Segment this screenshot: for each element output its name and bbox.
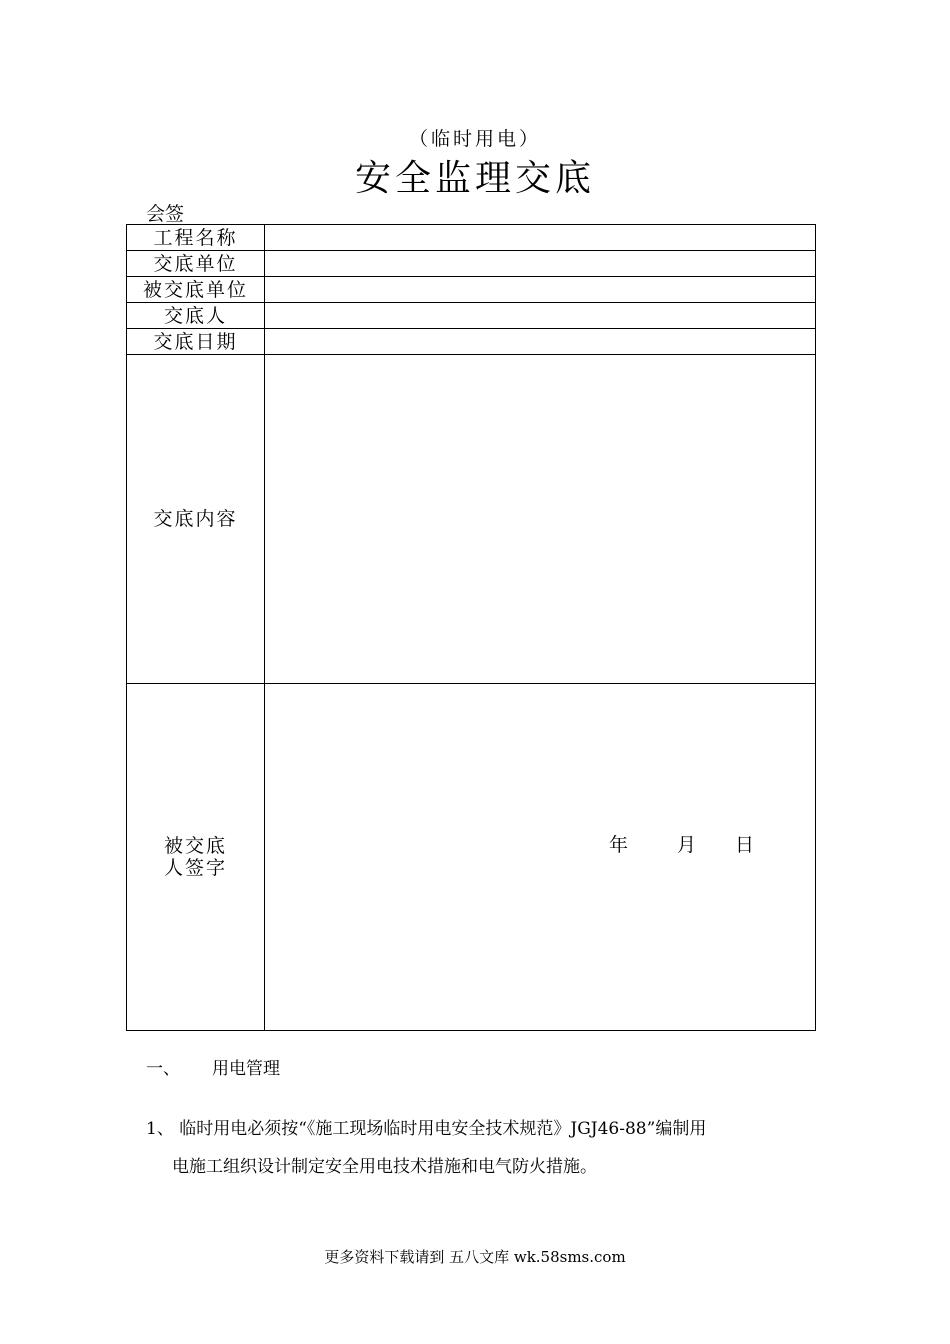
- paragraph-item-1: [146, 1110, 806, 1186]
- label-briefing-date: 交底日期: [127, 329, 265, 355]
- label-briefing-content: 交底内容: [127, 355, 265, 684]
- field-briefed-unit[interactable]: [265, 277, 816, 303]
- label-project-name: 工程名称: [127, 225, 265, 251]
- footer-text: 更多资料下载请到 五八文库 wk.58sms.com: [324, 1248, 626, 1266]
- field-briefing-date[interactable]: [265, 329, 816, 355]
- field-signature[interactable]: [265, 684, 816, 1031]
- table-row-briefing-content: [127, 355, 816, 684]
- paragraph-line-1: 1、 临时用电必须按“《施工现场临时用电安全技术规范》JGJ46-88”编制用: [146, 1119, 707, 1139]
- section-title: 用电管理: [212, 1059, 280, 1079]
- label-briefed-unit: 被交底单位: [127, 277, 265, 303]
- label-signature-line1: 被交底: [163, 835, 227, 857]
- table-row-project-name: [127, 225, 816, 251]
- date-day-label: 日: [735, 834, 755, 856]
- section-heading: [146, 1054, 280, 1079]
- label-signature: [127, 684, 265, 1031]
- label-signature-line2: 人签字: [163, 857, 227, 879]
- label-briefer: 交底人: [127, 303, 265, 329]
- document-subtitle: （临时用电）: [408, 128, 541, 150]
- table-row-briefed-unit: [127, 277, 816, 303]
- table-row-signature: [127, 684, 816, 1031]
- briefing-form-table: [126, 224, 816, 1031]
- section-number: 一、: [146, 1059, 180, 1079]
- field-briefing-unit[interactable]: [265, 251, 816, 277]
- date-year-label: 年: [609, 834, 629, 856]
- field-briefer[interactable]: [265, 303, 816, 329]
- countersign-label: 会签: [146, 203, 185, 225]
- paragraph-line-2: 电施工组织设计制定安全用电技术措施和电气防火措施。: [172, 1157, 597, 1177]
- field-project-name[interactable]: [265, 225, 816, 251]
- signature-date: [609, 830, 754, 857]
- label-briefing-unit: 交底单位: [127, 251, 265, 277]
- document-title: 安全监理交底: [354, 158, 595, 199]
- table-row-briefing-unit: [127, 251, 816, 277]
- table-row-briefer: [127, 303, 816, 329]
- field-briefing-content[interactable]: [265, 355, 816, 684]
- table-row-briefing-date: [127, 329, 816, 355]
- date-month-label: 月: [677, 834, 697, 856]
